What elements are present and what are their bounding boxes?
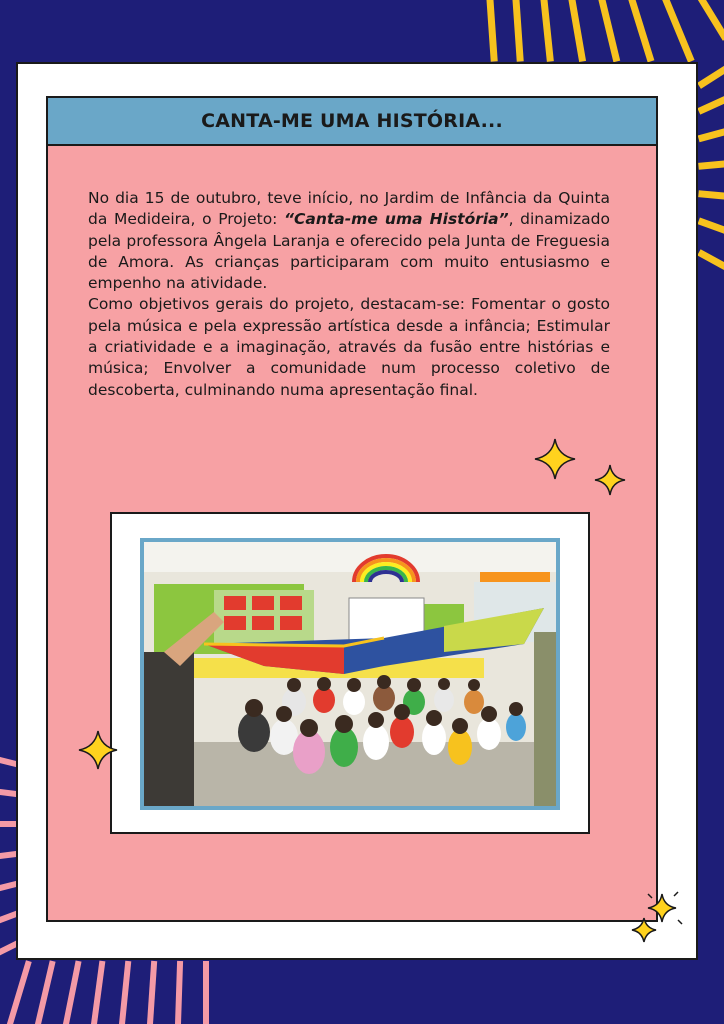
sparkle-cluster-icon <box>628 890 684 946</box>
page-title: CANTA-ME UMA HISTÓRIA... <box>201 110 503 132</box>
article-objectives: Como objetivos gerais do projeto, destacam-se: Fomentar o gosto pela música e pela expressão artística desde a infância; Estimular a criatividade e a imaginação, através da fusão entre histórias e música; Envolver a comunidade num processo coletivo de descoberta, culminando numa apresentação final. <box>88 295 610 399</box>
sparkle-left-icon <box>78 730 118 770</box>
article-panel <box>46 96 658 922</box>
article-body <box>88 188 610 401</box>
article-intro <box>88 188 610 294</box>
classroom-photo-image <box>144 542 556 806</box>
project-name: “Canta-me uma História” <box>284 210 509 229</box>
classroom-photo <box>140 538 560 810</box>
title-bar <box>48 98 656 146</box>
sparkle-small-icon <box>594 464 626 496</box>
newsletter-page <box>16 62 698 960</box>
intro-text-end: , dinamizado pela professora Ângela Laranja e oferecido pela Junta de Freguesia de Amora. As crianças participaram com muito entusiasmo e empenho na atividade. <box>88 210 610 293</box>
photo-frame <box>110 512 590 834</box>
sparkle-large-icon <box>534 438 576 480</box>
intro-text-start: No dia 15 de outubro, teve início, no Jardim de Infância da Quinta da Medideira, o Projeto: <box>88 189 610 229</box>
